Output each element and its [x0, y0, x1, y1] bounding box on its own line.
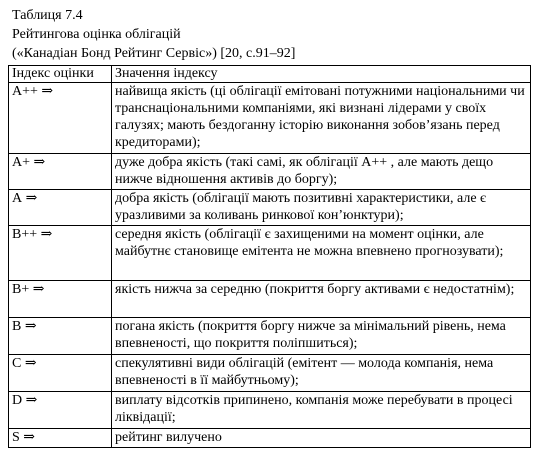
rating-description: найвища якість (ці облігації емітовані потужними національними чи транснаціональними компаніями, які визнані лідерами у своїх галузях; мають бездоганну історію виконання зобов’язань перед кредиторами);: [112, 83, 531, 154]
table-caption: [12, 6, 532, 63]
rating-description: виплату відсотків припинено, компанія може перебувати в процесі ліквідації;: [112, 392, 531, 429]
rating-description: спекулятивні види облігацій (емітент — молода компанія, нема впевненості в її майбутньому);: [112, 355, 531, 392]
table-row: [9, 392, 531, 429]
rating-code: В++ ⇒: [9, 226, 112, 281]
table-row: [9, 190, 531, 226]
table-row: [9, 281, 531, 318]
table-row: [9, 226, 531, 281]
rating-code: А ⇒: [9, 190, 112, 226]
rating-code: В ⇒: [9, 318, 112, 355]
rating-description: добра якість (облігації мають позитивні характеристики, але є уразливими за коливань ринкової кон’юнктури);: [112, 190, 531, 226]
rating-description: середня якість (облігації є захищеними на момент оцінки, але майбутнє становище емітента не можна впевнено прогнозувати);: [112, 226, 531, 281]
header-index-meaning: Значення індексу: [112, 66, 531, 83]
table-row: [9, 154, 531, 190]
header-rating-index: Індекс оцінки: [9, 66, 112, 83]
table-row: [9, 318, 531, 355]
table-row: [9, 83, 531, 154]
ratings-table: [8, 65, 531, 448]
table-source: («Канадіан Бонд Рейтинг Сервіс») [20, с.91–92]: [12, 46, 296, 61]
rating-description: рейтинг вилучено: [112, 429, 531, 448]
rating-code: В+ ⇒: [9, 281, 112, 318]
rating-description: погана якість (покриття боргу нижче за мінімальний рівень, нема впевненості, що покриття поліпшиться);: [112, 318, 531, 355]
table-header-row: [9, 66, 531, 83]
table-title: Рейтингова оцінка облігацій: [12, 27, 181, 42]
table-row: [9, 355, 531, 392]
rating-code: S ⇒: [9, 429, 112, 448]
table-row: [9, 429, 531, 448]
rating-code: D ⇒: [9, 392, 112, 429]
rating-code: А++ ⇒: [9, 83, 112, 154]
table-number: Таблиця 7.4: [12, 8, 83, 23]
rating-description: якість нижча за середню (покриття боргу активами є недостатнім);: [112, 281, 531, 318]
rating-description: дуже добра якість (такі самі, як облігації А++ , але мають дещо нижче відношення активів до боргу);: [112, 154, 531, 190]
rating-code: А+ ⇒: [9, 154, 112, 190]
rating-code: С ⇒: [9, 355, 112, 392]
